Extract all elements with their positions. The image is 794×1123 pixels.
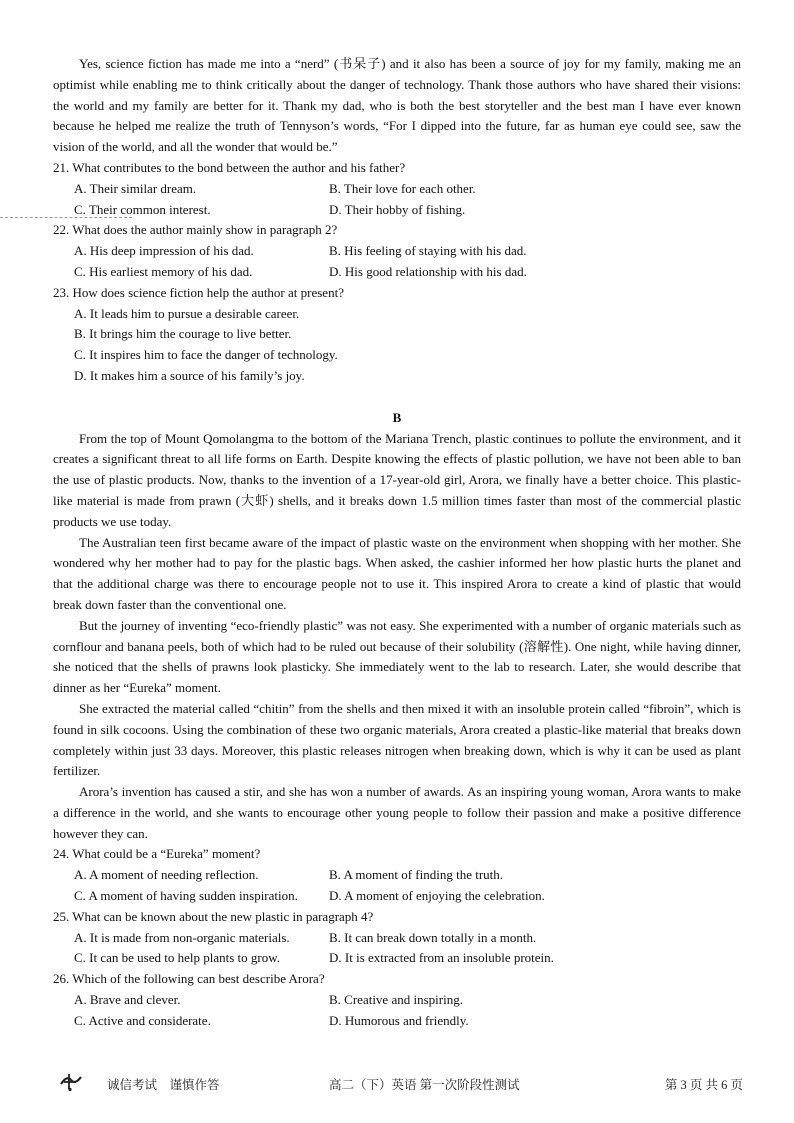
question-25 bbox=[53, 907, 741, 969]
option-a: A. It is made from non-organic materials. bbox=[74, 929, 290, 945]
passage-b-paragraph-2: The Australian teen first became aware of the impact of plastic waste on the environment when shopping with her mother. She wondered why her mother had to pay for the plastic bags. When asked, the cashier informed her how plastic hurts the planet and that the additional charge was there to encourage people not to use it. This inspired Arora to create a kind of plastic that would break down faster than the conventional one. bbox=[53, 534, 741, 612]
exam-motto: 诚信考试 谨慎作答 bbox=[107, 1078, 220, 1092]
option-c: C. A moment of having sudden inspiration. bbox=[74, 888, 298, 904]
question-23 bbox=[53, 283, 741, 387]
question-stem: 23. How does science fiction help the author at present? bbox=[53, 284, 344, 300]
option-d: D. It makes him a source of his family’s joy. bbox=[74, 367, 305, 383]
question-stem: 24. What could be a “Eureka” moment? bbox=[53, 846, 261, 862]
question-21 bbox=[53, 158, 741, 220]
option-b: B. Creative and inspiring. bbox=[329, 992, 463, 1008]
option-a: A. Their similar dream. bbox=[74, 180, 197, 196]
options bbox=[53, 990, 741, 1032]
option-b: B. It brings him the courage to live better. bbox=[74, 326, 292, 342]
question-24 bbox=[53, 844, 741, 906]
option-d: D. A moment of enjoying the celebration. bbox=[329, 888, 545, 904]
exam-title: 高二（下）英语 第一次阶段性测试 bbox=[329, 1078, 520, 1092]
passage-b-paragraph-4: She extracted the material called “chitin” from the shells and then mixed it with an insoluble protein called “fibroin”, which is found in silk cocoons. Using the combination of these two organic materials, Arora created a plastic-like material that breaks down completely within just 33 days. Moreover, this plastic releases nitrogen when breaking down, which is why it can be used as plant fertilizer. bbox=[53, 700, 741, 779]
option-c: C. His earliest memory of his dad. bbox=[74, 263, 253, 279]
option-d: D. Humorous and friendly. bbox=[329, 1012, 469, 1028]
passage-b-paragraph-1: From the top of Mount Qomolangma to the bottom of the Mariana Trench, plastic continues to pollute the environment, and it creates a significant threat to all life forms on Earth. Despite knowing the effects of plastic pollution, we have not been able to ban the use of plastic products. Now, thanks to the invention of a 17-year-old girl, Arora, we finally have a better choice. This plastic-like material is made from prawn (大虾) shells, and it breaks down 1.5 million times faster than most of the commercial plastic products we use today. bbox=[53, 430, 741, 529]
options bbox=[53, 304, 741, 387]
question-stem: 21. What contributes to the bond between the author and his father? bbox=[53, 159, 406, 175]
option-b: B. A moment of finding the truth. bbox=[329, 867, 504, 883]
option-b: B. His feeling of staying with his dad. bbox=[329, 243, 527, 259]
passage-b-paragraph-5: Arora’s invention has caused a stir, and she has won a number of awards. As an inspiring young woman, Arora wants to make a difference in the world, and she wants to encourage other young people to follow their passion and make a positive difference however they can. bbox=[53, 784, 741, 841]
option-c: C. Active and considerate. bbox=[74, 1012, 211, 1028]
school-logo-icon bbox=[55, 1072, 85, 1092]
option-c: C. It inspires him to face the danger of technology. bbox=[74, 347, 338, 363]
question-stem: 22. What does the author mainly show in paragraph 2? bbox=[53, 222, 338, 238]
section-b-title: B bbox=[392, 409, 402, 425]
option-d: D. His good relationship with his dad. bbox=[329, 263, 527, 279]
option-d: D. It is extracted from an insoluble protein. bbox=[329, 950, 554, 966]
options bbox=[53, 179, 741, 221]
passage-a-paragraph: Yes, science fiction has made me into a “nerd” (书呆子) and it also has been a source of joy for my family, making me an optimist while enabling me to think critically about the danger of technology. Thank those authors who have shared their visions: the world and my family are better for it. Thank my dad, who is both the best storyteller and the best man I have ever known because he helped me realize the truth of Tennyson’s words, “For I dipped into the future, far as human eye could see, saw the vision of the world, and all the wonder that would be.” bbox=[53, 56, 741, 155]
question-stem: 26. Which of the following can best describe Arora? bbox=[53, 971, 325, 987]
options bbox=[53, 865, 741, 907]
question-22 bbox=[53, 220, 741, 282]
question-stem: 25. What can be known about the new plastic in paragraph 4? bbox=[53, 908, 374, 924]
option-a: A. Brave and clever. bbox=[74, 992, 181, 1008]
options bbox=[53, 241, 741, 283]
option-a: A. His deep impression of his dad. bbox=[74, 243, 254, 259]
page-footer bbox=[55, 1072, 743, 1094]
passage-b-paragraph-3: But the journey of inventing “eco-friendly plastic” was not easy. She experimented with a number of organic materials such as cornflour and banana peels, both of which had to be ruled out because of their solubility (溶解性). One night, while having dinner, she noticed that the shells of prawns look plasticky. She immediately went to the lab to research. Later, she would describe that dinner as her “Eureka” moment. bbox=[53, 617, 741, 696]
page-content bbox=[53, 54, 741, 1032]
option-b: B. It can break down totally in a month. bbox=[329, 929, 537, 945]
option-a: A. A moment of needing reflection. bbox=[74, 867, 259, 883]
option-c: C. Their common interest. bbox=[74, 201, 211, 217]
page-number: 第 3 页 共 6 页 bbox=[664, 1078, 743, 1092]
option-a: A. It leads him to pursue a desirable career. bbox=[74, 305, 300, 321]
option-d: D. Their hobby of fishing. bbox=[329, 201, 466, 217]
options bbox=[53, 928, 741, 970]
question-26 bbox=[53, 969, 741, 1031]
option-b: B. Their love for each other. bbox=[329, 180, 476, 196]
option-c: C. It can be used to help plants to grow. bbox=[74, 950, 281, 966]
